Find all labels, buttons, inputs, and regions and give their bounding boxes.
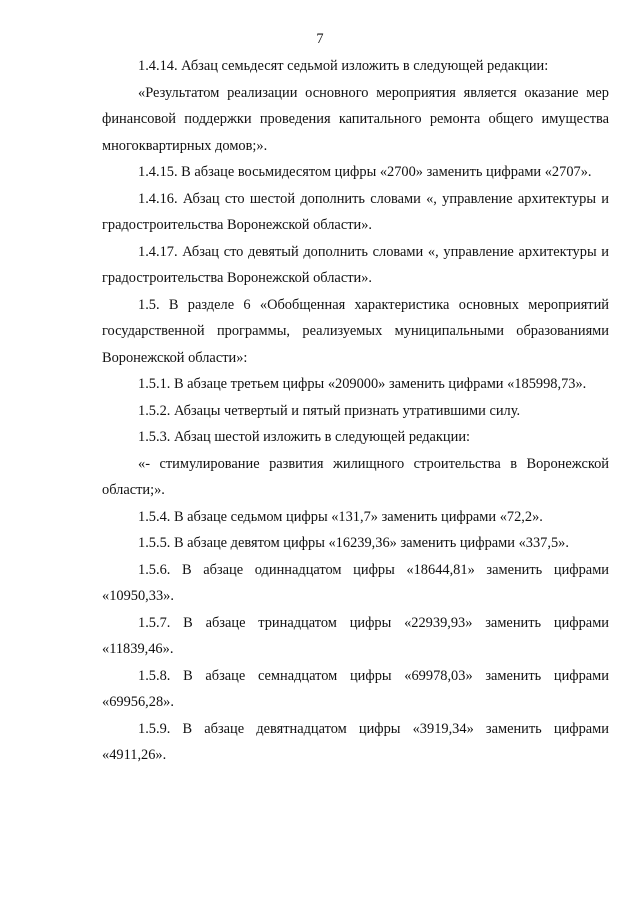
page-number: 7 — [316, 31, 324, 47]
paragraph-1-5-6: 1.5.6. В абзаце одиннадцатом цифры «18644,81» заменить цифрами «10950,33». — [102, 561, 609, 604]
paragraph-1-5: 1.5. В разделе 6 «Обобщенная характеристика основных мероприятий государственной программы, реализуемых муниципальными образованиями Воронежской области»: — [102, 296, 609, 366]
paragraph-1-5-2: 1.5.2. Абзацы четвертый и пятый признать утратившими силу. — [138, 402, 521, 419]
paragraph-1-5-4: 1.5.4. В абзаце седьмом цифры «131,7» заменить цифрами «72,2». — [138, 508, 543, 525]
paragraph-1-4-16: 1.4.16. Абзац сто шестой дополнить словами «, управление архитектуры и градостроительства Воронежской области». — [102, 190, 609, 233]
paragraph-1-5-7: 1.5.7. В абзаце тринадцатом цифры «22939,93» заменить цифрами «11839,46». — [102, 614, 609, 657]
document-body — [102, 53, 609, 769]
paragraph-quote-result: «Результатом реализации основного мероприятия является оказание мер финансовой поддержки проведения капитального ремонта общего имущества многоквартирных домов;». — [102, 84, 609, 154]
paragraph-1-5-5: 1.5.5. В абзаце девятом цифры «16239,36» заменить цифрами «337,5». — [138, 535, 569, 551]
paragraph-1-4-14: 1.4.14. Абзац семьдесят седьмой изложить в следующей редакции: — [138, 58, 549, 74]
paragraph-1-5-8: 1.5.8. В абзаце семнадцатом цифры «69978,03» заменить цифрами «69956,28». — [102, 667, 609, 710]
paragraph-1-5-3: 1.5.3. Абзац шестой изложить в следующей редакции: — [138, 429, 471, 445]
paragraph-1-4-17: 1.4.17. Абзац сто девятый дополнить словами «, управление архитектуры и градостроительства Воронежской области». — [102, 243, 609, 286]
paragraph-1-5-9: 1.5.9. В абзаце девятнадцатом цифры «3919,34» заменить цифрами «4911,26». — [102, 720, 609, 763]
paragraph-quote-housing: «- стимулирование развития жилищного строительства в Воронежской области;». — [102, 455, 609, 498]
paragraph-1-5-1: 1.5.1. В абзаце третьем цифры «209000» заменить цифрами «185998,73». — [138, 376, 587, 392]
paragraph-1-4-15: 1.4.15. В абзаце восьмидесятом цифры «2700» заменить цифрами «2707». — [138, 164, 592, 180]
